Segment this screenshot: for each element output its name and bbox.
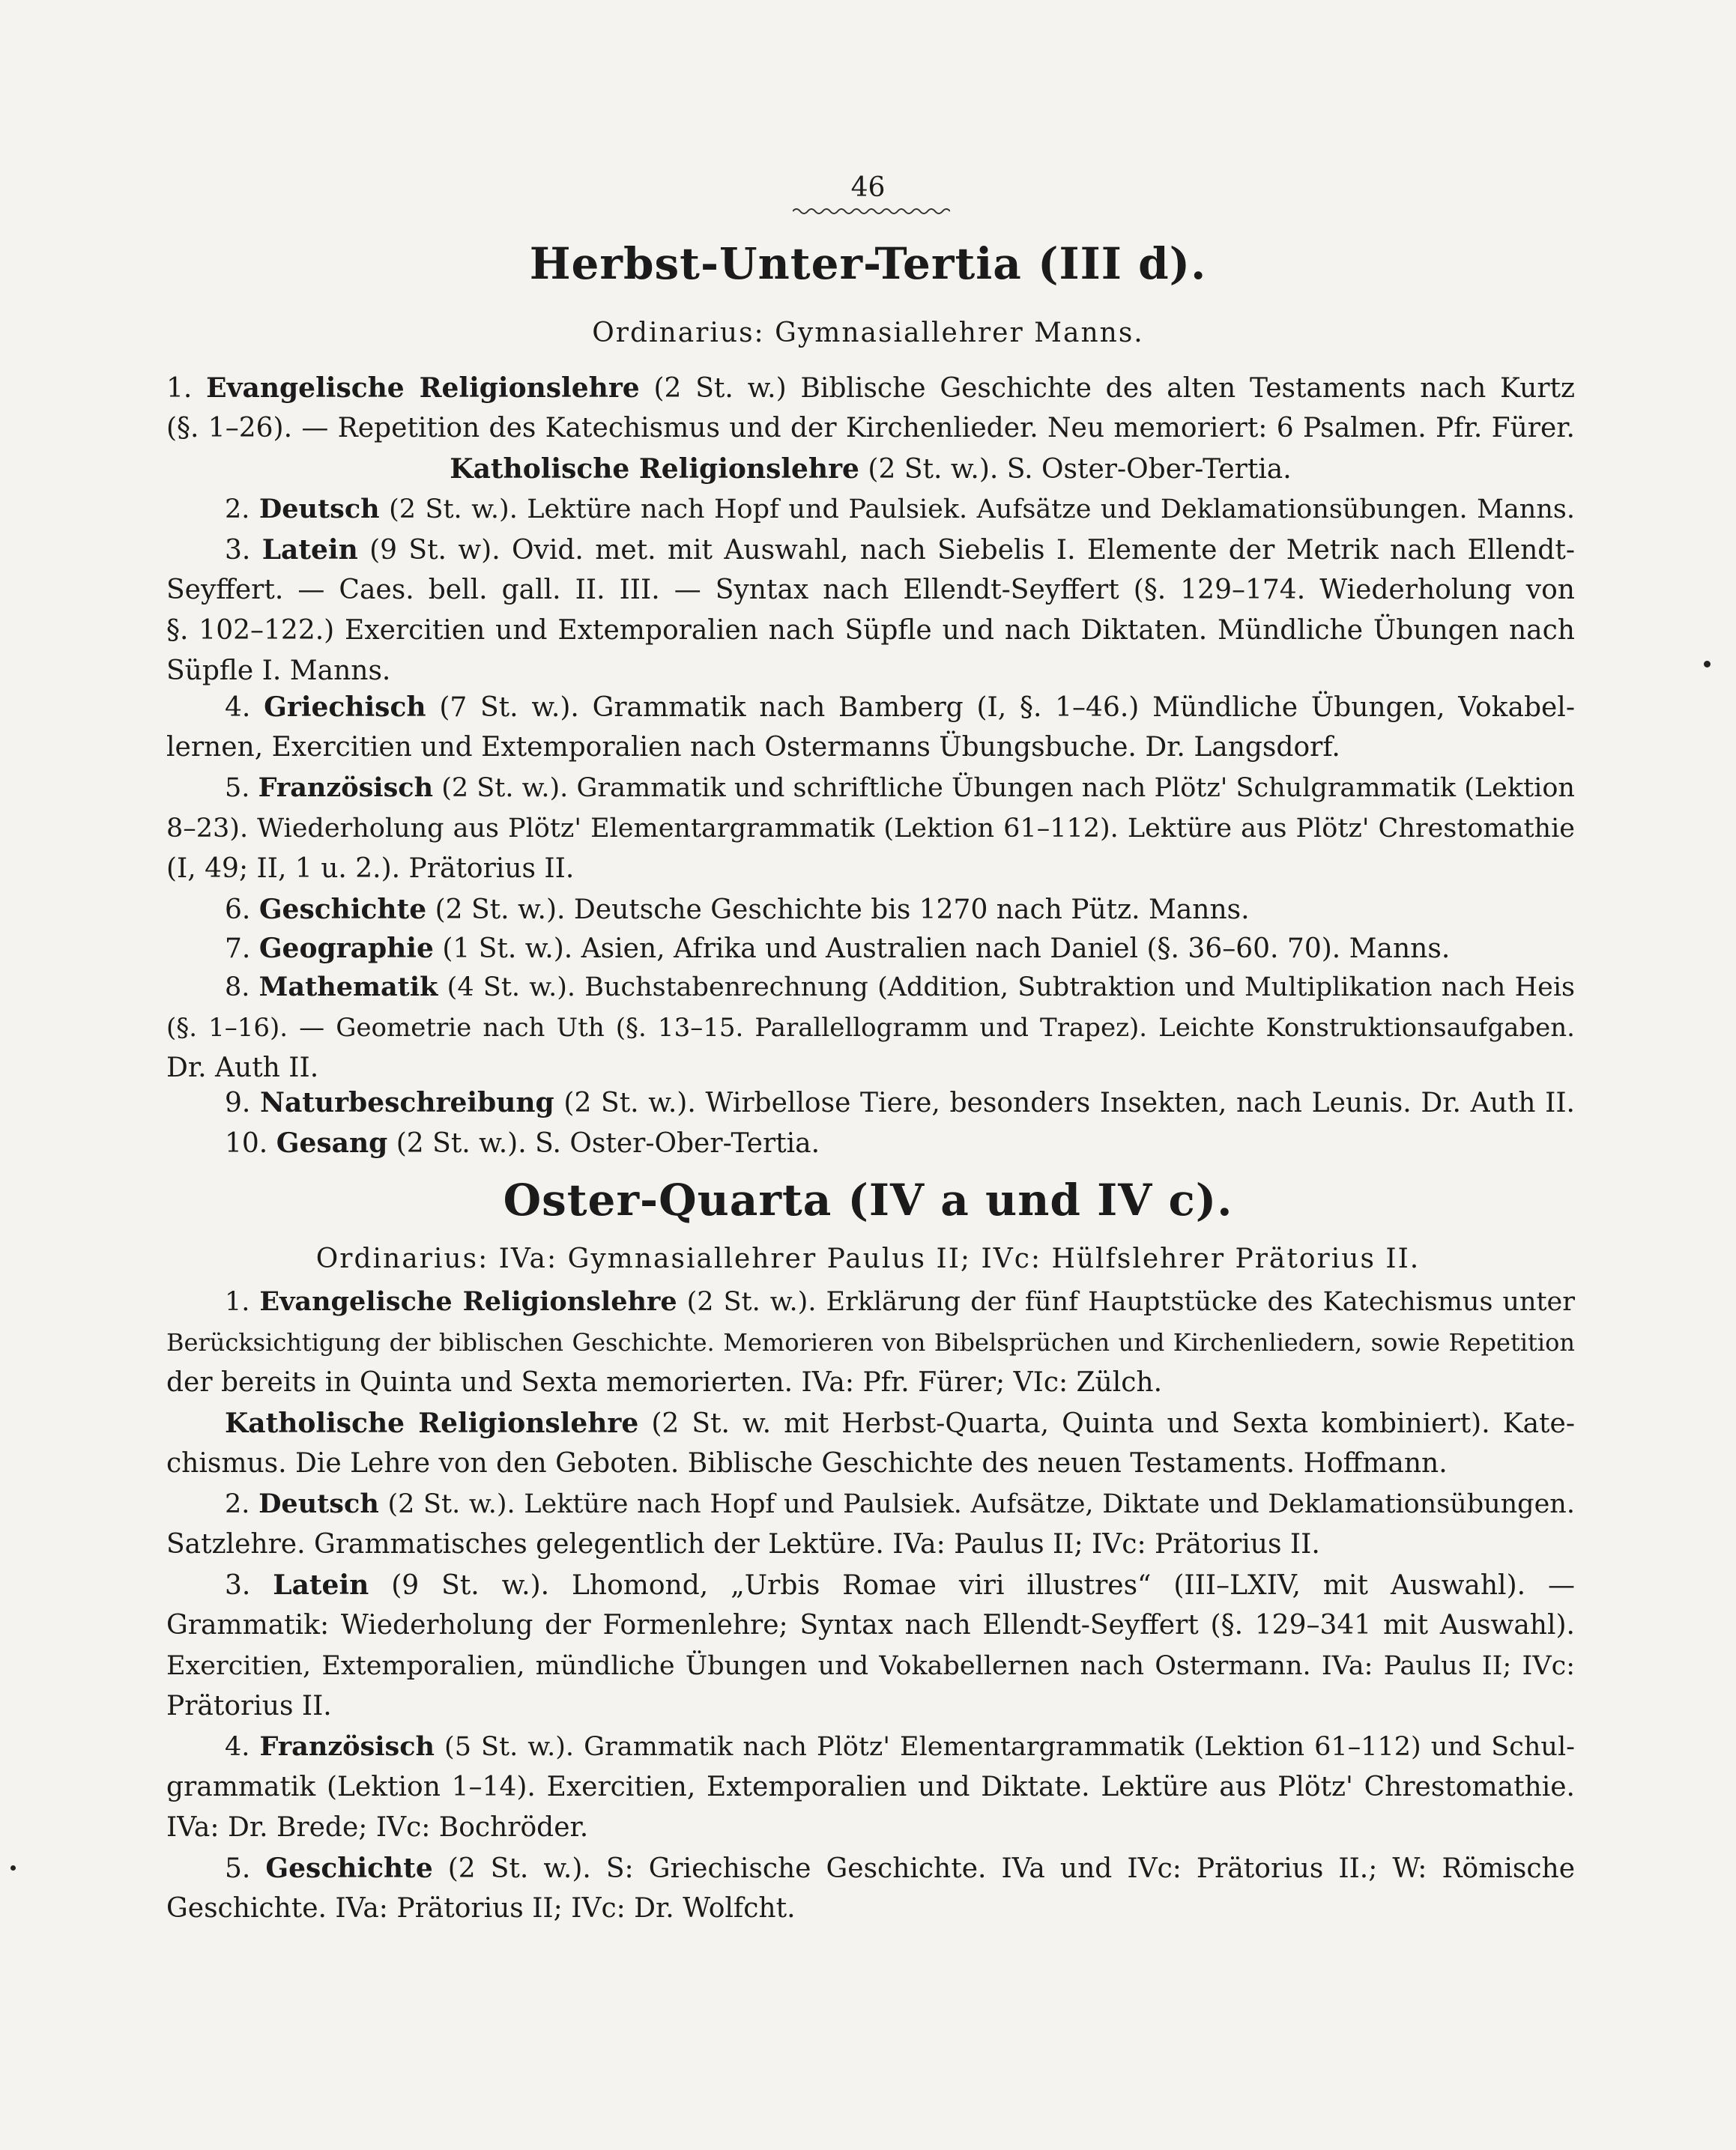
s2-line-8: 3. Latein (9 St. w.). Lhomond, „Urbis Romae viri illustres“ (III–LXIV, mit Auswahl). —: [225, 1569, 1575, 1601]
s2-line-12: 4. Französisch (5 St. w.). Grammatik nach Plötz' Elementargrammatik (Lektion 61–112) und Schul-: [225, 1731, 1575, 1762]
s1-line-19: 9. Naturbeschreibung (2 St. w.). Wirbellose Tiere, besonders Insekten, nach Leunis. Dr. Auth II.: [225, 1087, 1575, 1118]
s1-line-12: 8–23). Wiederholung aus Plötz' Elementargrammatik (Lektion 61–112). Lektüre aus Plötz' Chrestomathie: [166, 814, 1575, 844]
s1-line-8: Süpfle I. Manns.: [166, 655, 391, 686]
s1-line-3: Katholische Religionslehre (2 St. w.). S. Oster-Ober-Tertia.: [450, 453, 1292, 485]
s1-line-18: Dr. Auth II.: [166, 1053, 319, 1083]
s1-line-2: (§. 1–26). — Repetition des Katechismus und der Kirchenlieder. Neu memoriert: 6 Psalmen. Pfr. Fürer.: [166, 413, 1575, 443]
s2-line-11: Prätorius II.: [166, 1691, 332, 1721]
s2-line-9: Grammatik: Wiederholung der Formenlehre; Syntax nach Ellendt-Seyffert (§. 129–341 mit Auswahl).: [166, 1610, 1575, 1641]
scan-speck: [1704, 661, 1711, 667]
s2-line-15: 5. Geschichte (2 St. w.). S: Griechische Geschichte. IVa und IVc: Prätorius II.; W: Römische: [225, 1853, 1575, 1884]
s2-line-13: grammatik (Lektion 1–14). Exercitien, Extemporalien und Diktate. Lektüre aus Plötz' Chrestomathie.: [166, 1772, 1575, 1802]
s1-line-6: Seyffert. — Caes. bell. gall. II. III. — Syntax nach Ellendt-Seyffert (§. 129–174. Wiederholung von: [166, 575, 1575, 605]
s1-line-4: 2. Deutsch (2 St. w.). Lektüre nach Hopf und Paulsiek. Aufsätze und Deklamationsübungen. Manns.: [225, 494, 1575, 524]
s2-line-7: Satzlehre. Grammatisches gelegentlich der Lektüre. IVa: Paulus II; IVc: Prätorius II.: [166, 1529, 1320, 1560]
s1-line-5: 3. Latein (9 St. w). Ovid. met. mit Auswahl, nach Siebelis I. Elemente der Metrik nach Ellendt-: [225, 534, 1575, 566]
s2-line-3: der bereits in Quinta und Sexta memorierten. IVa: Pfr. Fürer; VIc: Zülch.: [166, 1367, 1163, 1398]
s1-line-16: 8. Mathematik (4 St. w.). Buchstabenrechnung (Addition, Subtraktion und Multiplikation nach Heis: [225, 972, 1575, 1002]
s1-line-9: 4. Griechisch (7 St. w.). Grammatik nach Bamberg (I, §. 1–46.) Mündliche Übungen, Vokabel-: [225, 691, 1575, 723]
s2-line-1: 1. Evangelische Religionslehre (2 St. w.). Erklärung der fünf Hauptstücke des Katechismus unter: [225, 1286, 1575, 1317]
s2-line-10: Exercitien, Extemporalien, mündliche Übungen und Vokabellernen nach Ostermann. IVa: Paulus II; IVc:: [166, 1651, 1575, 1681]
scan-speck: [10, 1865, 16, 1871]
section2-ordinarius: Ordinarius: IVa: Gymnasiallehrer Paulus II; IVc: Hülfslehrer Prätorius II.: [315, 1244, 1421, 1274]
section1-ordinarius: Ordinarius: Gymnasiallehrer Manns.: [592, 318, 1144, 348]
decorative-rule: [793, 207, 950, 216]
s1-line-17: (§. 1–16). — Geometrie nach Uth (§. 13–15. Parallellogramm und Trapez). Leichte Konstruktionsaufgaben.: [166, 1013, 1575, 1043]
s1-line-1: 1. Evangelische Religionslehre (2 St. w.) Biblische Geschichte des alten Testaments nach Kurtz: [166, 372, 1575, 404]
page-number: 46: [850, 172, 886, 203]
s1-line-14: 6. Geschichte (2 St. w.). Deutsche Geschichte bis 1270 nach Pütz. Manns.: [225, 894, 1250, 925]
s2-line-6: 2. Deutsch (2 St. w.). Lektüre nach Hopf und Paulsiek. Aufsätze, Diktate und Deklamationsübungen.: [225, 1489, 1575, 1519]
s2-line-5: chismus. Die Lehre von den Geboten. Biblische Geschichte des neuen Testaments. Hoffmann.: [166, 1448, 1448, 1479]
s2-line-2: Berücksichtigung der biblischen Geschichte. Memorieren von Bibelsprüchen und Kirchenliedern, sowie Repetition: [166, 1328, 1575, 1357]
section-title-herbst-unter-tertia: Herbst-Unter-Tertia (III d).: [529, 238, 1207, 289]
s1-line-20: 10. Gesang (2 St. w.). S. Oster-Ober-Tertia.: [225, 1127, 820, 1159]
s1-line-13: (I, 49; II, 1 u. 2.). Prätorius II.: [166, 853, 575, 884]
s2-line-4: Katholische Religionslehre (2 St. w. mit Herbst-Quarta, Quinta und Sexta kombiniert). Kate-: [225, 1408, 1575, 1439]
s2-line-14: IVa: Dr. Brede; IVc: Bochröder.: [166, 1812, 589, 1843]
s1-line-15: 7. Geographie (1 St. w.). Asien, Afrika und Australien nach Daniel (§. 36–60. 70). Manns.: [225, 933, 1451, 964]
s2-line-16: Geschichte. IVa: Prätorius II; IVc: Dr. Wolfcht.: [166, 1893, 796, 1924]
s1-line-11: 5. Französisch (2 St. w.). Grammatik und schriftliche Übungen nach Plötz' Schulgrammatik (Lektion: [225, 772, 1575, 803]
s1-line-10: lernen, Exercitien und Extemporalien nach Ostermanns Übungsbuche. Dr. Langsdorf.: [166, 732, 1340, 763]
s1-line-7: §. 102–122.) Exercitien und Extemporalien nach Süpfle und nach Diktaten. Mündliche Übungen nach: [166, 615, 1575, 646]
section-title-oster-quarta: Oster-Quarta (IV a und IV c).: [503, 1175, 1233, 1226]
